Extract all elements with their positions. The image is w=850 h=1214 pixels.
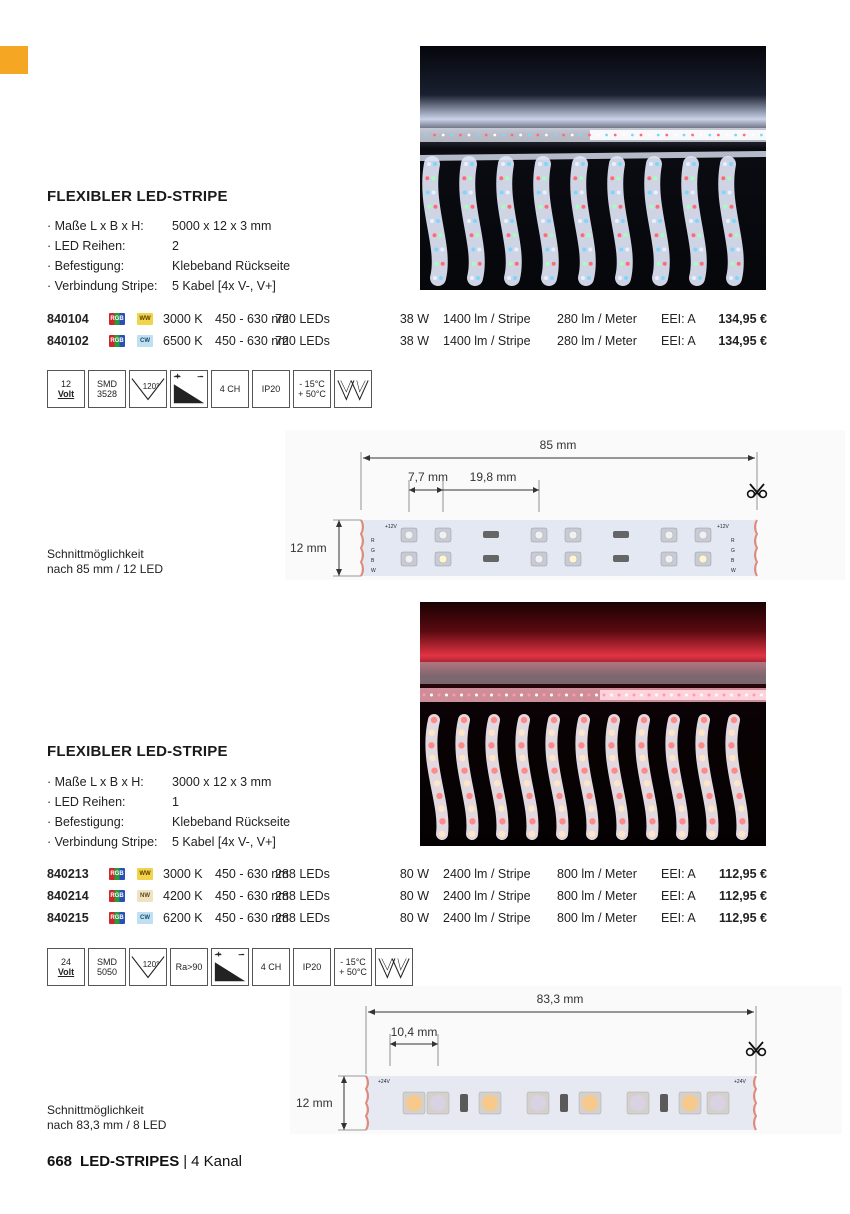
led-count: 720 LEDs: [275, 334, 330, 348]
price: 112,95 €: [719, 867, 767, 881]
dim-seg1: 10,4 mm: [390, 1025, 438, 1039]
product-row: [47, 886, 767, 908]
lumen-meter: 800 lm / Meter: [557, 867, 637, 881]
cut-caption-1: Schnittmöglichkeit nach 85 mm / 12 LED: [47, 547, 164, 576]
product-photo-2: [420, 602, 766, 846]
svg-text:W: W: [731, 568, 736, 574]
article-number: 840215: [47, 911, 89, 925]
page-footer: [47, 1153, 242, 1170]
article-number: 840214: [47, 889, 89, 903]
article-number: 840104: [47, 312, 89, 326]
spec-list-1: [47, 216, 290, 296]
article-number: 840213: [47, 867, 89, 881]
wavelength: 450 - 630 nm: [215, 334, 289, 348]
channels-icon: 4 CH: [211, 370, 249, 408]
dim-total: 85 mm: [539, 438, 577, 452]
svg-text:R: R: [731, 538, 735, 544]
price: 134,95 €: [718, 334, 767, 348]
dim-seg2: 19,8 mm: [469, 470, 517, 484]
ip-rating-icon: IP20: [252, 370, 290, 408]
svg-text:G: G: [731, 548, 735, 554]
eei-class: EEI: A: [661, 867, 696, 881]
lumen-meter: 800 lm / Meter: [557, 911, 637, 925]
cut-caption-2: Schnittmöglichkeit nach 83,3 mm / 8 LED: [47, 1103, 167, 1132]
wattage: 80 W: [399, 867, 429, 881]
feature-icons-1: [47, 370, 372, 408]
rgb-badge: RGB: [109, 890, 125, 902]
product-table-2: [47, 864, 767, 930]
price: 112,95 €: [719, 911, 767, 925]
lumen-meter: 280 lm / Meter: [557, 334, 637, 348]
rgb-badge: RGB: [109, 912, 125, 924]
footer-separator: |: [183, 1153, 188, 1170]
price: 134,95 €: [718, 312, 767, 326]
product-photo-1: [420, 46, 766, 290]
channels-icon: 4 CH: [252, 948, 290, 986]
spec-row: · LED Reihen: 2: [47, 236, 290, 256]
svg-text:R: R: [371, 538, 375, 544]
dimmable-icon: + -: [211, 948, 249, 986]
dim-height: 12 mm: [290, 541, 327, 555]
page-number: 668: [47, 1153, 73, 1170]
lumen-stripe: 1400 lm / Stripe: [443, 334, 531, 348]
kelvin: 3000 K: [163, 312, 203, 326]
color-rendering-icon: Ra>90: [170, 948, 208, 986]
ip-rating-icon: IP20: [293, 948, 331, 986]
wattage: 80 W: [399, 911, 429, 925]
eei-class: EEI: A: [661, 889, 696, 903]
beam-angle-icon: 120°: [129, 370, 167, 408]
lumen-meter: 800 lm / Meter: [557, 889, 637, 903]
product-table-1: [47, 309, 767, 353]
lumen-stripe: 2400 lm / Stripe: [443, 889, 531, 903]
spec-row: · Befestigung: Klebeband Rückseite: [47, 256, 290, 276]
article-number: 840102: [47, 334, 89, 348]
wattage: 80 W: [399, 889, 429, 903]
wavelength: 450 - 630 nm: [215, 889, 289, 903]
svg-text:B: B: [371, 558, 375, 564]
spec-row: · Verbindung Stripe: 5 Kabel [4x V-, V+]: [47, 276, 290, 296]
smd-icon: SMD 3528: [88, 370, 126, 408]
led-count: 288 LEDs: [275, 911, 330, 925]
product-title-1: FLEXIBLER LED-STRIPE: [47, 188, 228, 205]
led-count: 720 LEDs: [275, 312, 330, 326]
smd-icon: SMD 5050: [88, 948, 126, 986]
product-title-2: FLEXIBLER LED-STRIPE: [47, 743, 228, 760]
price: 112,95 €: [719, 889, 767, 903]
spec-row: · LED Reihen: 1: [47, 792, 290, 812]
wattage: 38 W: [399, 312, 429, 326]
dim-total: 83,3 mm: [536, 992, 584, 1006]
mounting-surface-icon: [334, 370, 372, 408]
eei-class: EEI: A: [661, 911, 696, 925]
cw-badge: CW: [137, 335, 153, 347]
wattage: 38 W: [399, 334, 429, 348]
product-row: [47, 309, 767, 331]
kelvin: 6500 K: [163, 334, 203, 348]
product-row: [47, 331, 767, 353]
ww-badge: WW: [137, 313, 153, 325]
kelvin: 3000 K: [163, 867, 203, 881]
spec-row: · Befestigung: Klebeband Rückseite: [47, 812, 290, 832]
product-row: [47, 908, 767, 930]
lumen-stripe: 2400 lm / Stripe: [443, 911, 531, 925]
lumen-meter: 280 lm / Meter: [557, 312, 637, 326]
wavelength: 450 - 630 nm: [215, 312, 289, 326]
spec-row: · Maße L x B x H: 3000 x 12 x 3 mm: [47, 772, 290, 792]
svg-text:G: G: [371, 548, 375, 554]
spec-list-2: [47, 772, 290, 852]
eei-class: EEI: A: [661, 312, 696, 326]
svg-text:W: W: [371, 568, 376, 574]
dim-seg1: 7,7 mm: [407, 470, 449, 484]
kelvin: 6200 K: [163, 911, 203, 925]
wavelength: 450 - 630 nm: [215, 911, 289, 925]
section-tab-marker: [0, 46, 28, 74]
temperature-icon: - 15°C + 50°C: [293, 370, 331, 408]
rgb-badge: RGB: [109, 313, 125, 325]
led-count: 288 LEDs: [275, 889, 330, 903]
footer-subsection: 4 Kanal: [191, 1153, 242, 1170]
beam-angle-icon: 120°: [129, 948, 167, 986]
dim-height: 12 mm: [296, 1096, 333, 1110]
dimension-diagram-1: [285, 430, 845, 580]
svg-text:+12V: +12V: [717, 524, 729, 530]
svg-text:+24V: +24V: [734, 1079, 746, 1085]
cw-badge: CW: [137, 912, 153, 924]
led-count: 288 LEDs: [275, 867, 330, 881]
rgb-badge: RGB: [109, 335, 125, 347]
voltage-icon: 24 Volt: [47, 948, 85, 986]
product-row: [47, 864, 767, 886]
svg-text:+12V: +12V: [385, 524, 397, 530]
dimmable-icon: + -: [170, 370, 208, 408]
mounting-surface-icon: [375, 948, 413, 986]
svg-text:B: B: [731, 558, 735, 564]
wavelength: 450 - 630 nm: [215, 867, 289, 881]
eei-class: EEI: A: [661, 334, 696, 348]
rgb-badge: RGB: [109, 868, 125, 880]
spec-row: · Maße L x B x H: 5000 x 12 x 3 mm: [47, 216, 290, 236]
svg-text:+24V: +24V: [378, 1079, 390, 1085]
footer-section: LED-STRIPES: [80, 1153, 180, 1170]
lumen-stripe: 2400 lm / Stripe: [443, 867, 531, 881]
nw-badge: NW: [137, 890, 153, 902]
kelvin: 4200 K: [163, 889, 203, 903]
ww-badge: WW: [137, 868, 153, 880]
dimension-diagram-2: [290, 986, 842, 1134]
feature-icons-2: [47, 948, 413, 986]
lumen-stripe: 1400 lm / Stripe: [443, 312, 531, 326]
voltage-icon: 12 Volt: [47, 370, 85, 408]
temperature-icon: - 15°C + 50°C: [334, 948, 372, 986]
spec-row: · Verbindung Stripe: 5 Kabel [4x V-, V+]: [47, 832, 290, 852]
